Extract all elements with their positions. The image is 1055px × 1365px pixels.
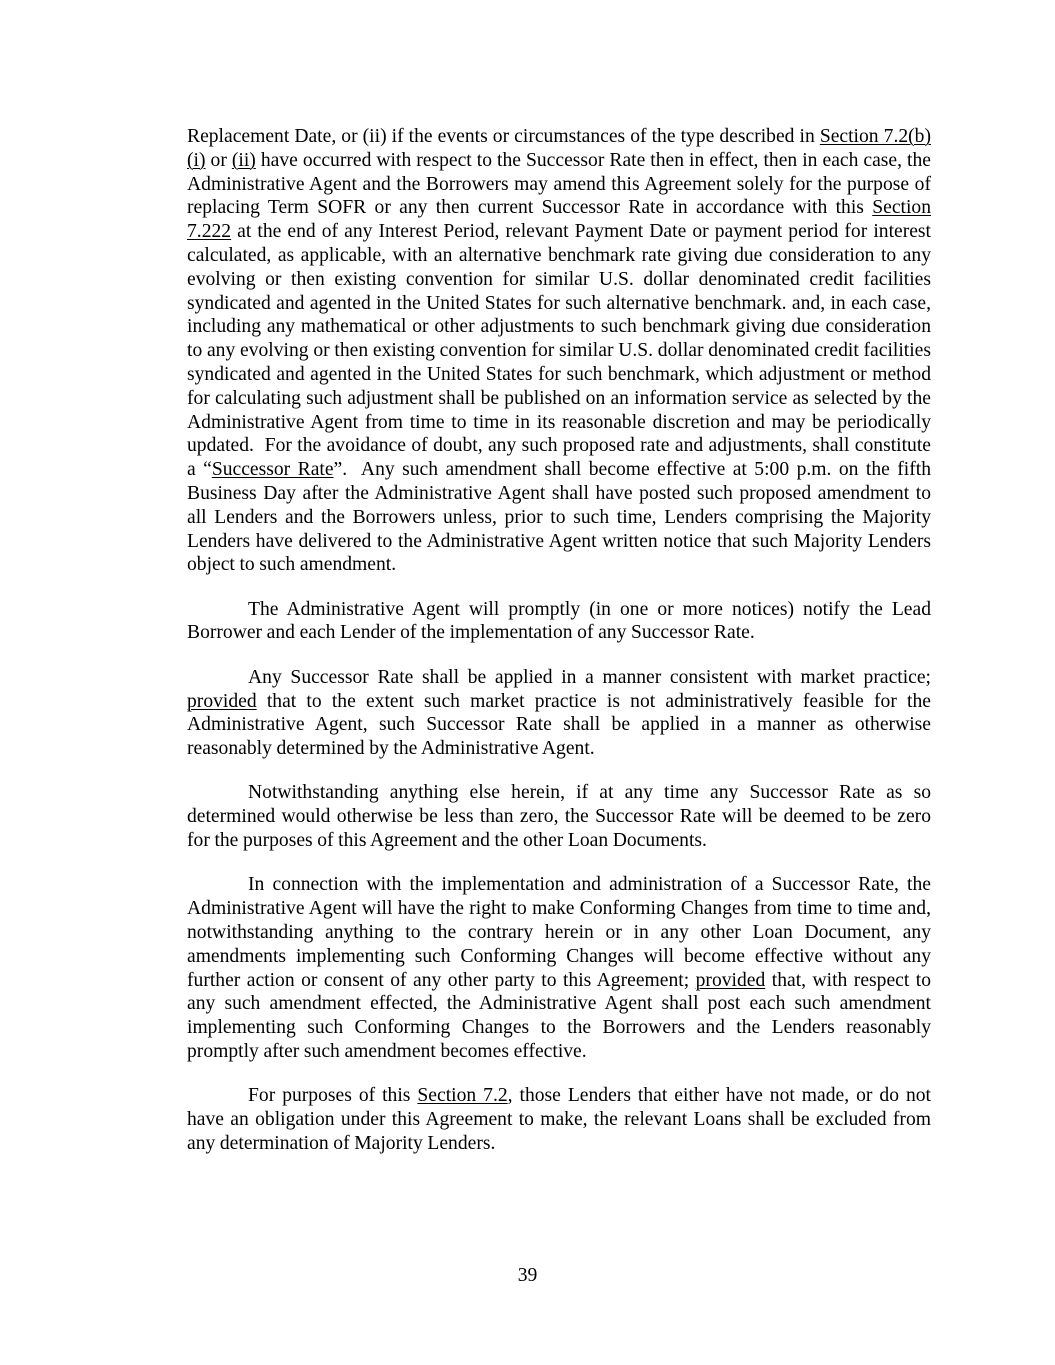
paragraph-zero-floor: [187, 781, 931, 852]
paragraph-majority-lenders: [187, 1084, 931, 1155]
document-body: [187, 125, 931, 1176]
paragraph-implementation-notice: [187, 598, 931, 646]
underlined-reference: provided: [187, 690, 257, 712]
underlined-reference: Section 7.2(b)(i): [187, 126, 931, 171]
page-number: 39: [517, 1265, 538, 1286]
text-run: at the end of any Interest Period, relevant Payment Date or payment period for interest calculated, as applicable, with an alternative benchmark rate giving due consideration to any evolving or then existing convention for similar U.S. dollar denominated credit facilities syndicated and agented in the United States for such alternative benchmark. and, in each case, including any mathematical or other adjustments to such benchmark giving due consideration to any evolving or then existing convention for similar U.S. dollar denominated credit facilities syndicated and agented in the United States for such benchmark, which adjustment or method for calculating such adjustment shall be published on an information service as selected by the Administrative Agent from time to time in its reasonable discretion and may be periodically updated. For the avoidance of doubt, any such proposed rate and adjustments, shall constitute a “: [187, 221, 931, 481]
paragraph-conforming-changes: [187, 873, 931, 1063]
text-run: Any Successor Rate shall be applied in a manner consistent with market practice;: [248, 666, 931, 688]
underlined-reference: provided: [695, 969, 766, 991]
text-run: Notwithstanding anything else herein, if at any time any Successor Rate as so determined would otherwise be less than zero, the Successor Rate will be deemed to be zero for the purposes of this Agreement and the other Loan Documents.: [187, 782, 931, 852]
text-run: have occurred with respect to the Successor Rate then in effect, then in each case, the Administrative Agent and the Borrowers may amend this Agreement solely for the purpose of replacing Term SOFR or any then current Successor Rate in accordance with this: [187, 149, 931, 219]
underlined-reference: Successor Rate: [211, 459, 334, 481]
paragraph-successor-rate-amendment: [187, 125, 931, 577]
text-run: that, with respect to any such amendment effected, the Administrative Agent shall post each such amendment implementing such Conforming Changes to the Borrowers and the Lenders reasonably promptly after such amendment becomes effective.: [187, 969, 931, 1062]
text-run: Replacement Date, or (ii) if the events or circumstances of the type described in: [187, 126, 820, 147]
underlined-reference: Section 7.222: [187, 197, 931, 243]
text-run: For purposes of this: [248, 1085, 418, 1107]
underlined-reference: Section 7.2: [417, 1085, 508, 1107]
text-run: that to the extent such market practice is not administratively feasible for the Administrative Agent, such Successor Rate shall be applied in a manner as otherwise reasonably determined by the Administrative Agent.: [187, 690, 931, 760]
underlined-reference: (ii): [231, 149, 256, 171]
paragraph-market-practice: [187, 666, 931, 761]
text-run: or: [205, 149, 232, 171]
text-run: In connection with the implementation and administration of a Successor Rate, the Administrative Agent will have the right to make Conforming Changes from time to time and, notwithstanding anything to the contrary herein or in any other Loan Document, any amendments implementing such Conforming Changes will become effective without any further action or consent of any other party to this Agreement;: [187, 874, 931, 991]
text-run: ”. Any such amendment shall become effective at 5:00 p.m. on the fifth Business Day after the Administrative Agent shall have posted such proposed amendment to all Lenders and the Borrowers unless, prior to such time, Lenders comprising the Majority Lenders have delivered to the Administrative Agent written notice that such Majority Lenders object to such amendment.: [187, 459, 931, 576]
text-run: The Administrative Agent will promptly (in one or more notices) notify the Lead Borrower and each Lender of the implementation of any Successor Rate.: [187, 598, 931, 644]
text-run: , those Lenders that either have not made, or do not have an obligation under this Agreement to make, the relevant Loans shall be excluded from any determination of Majority Lenders.: [187, 1085, 931, 1154]
